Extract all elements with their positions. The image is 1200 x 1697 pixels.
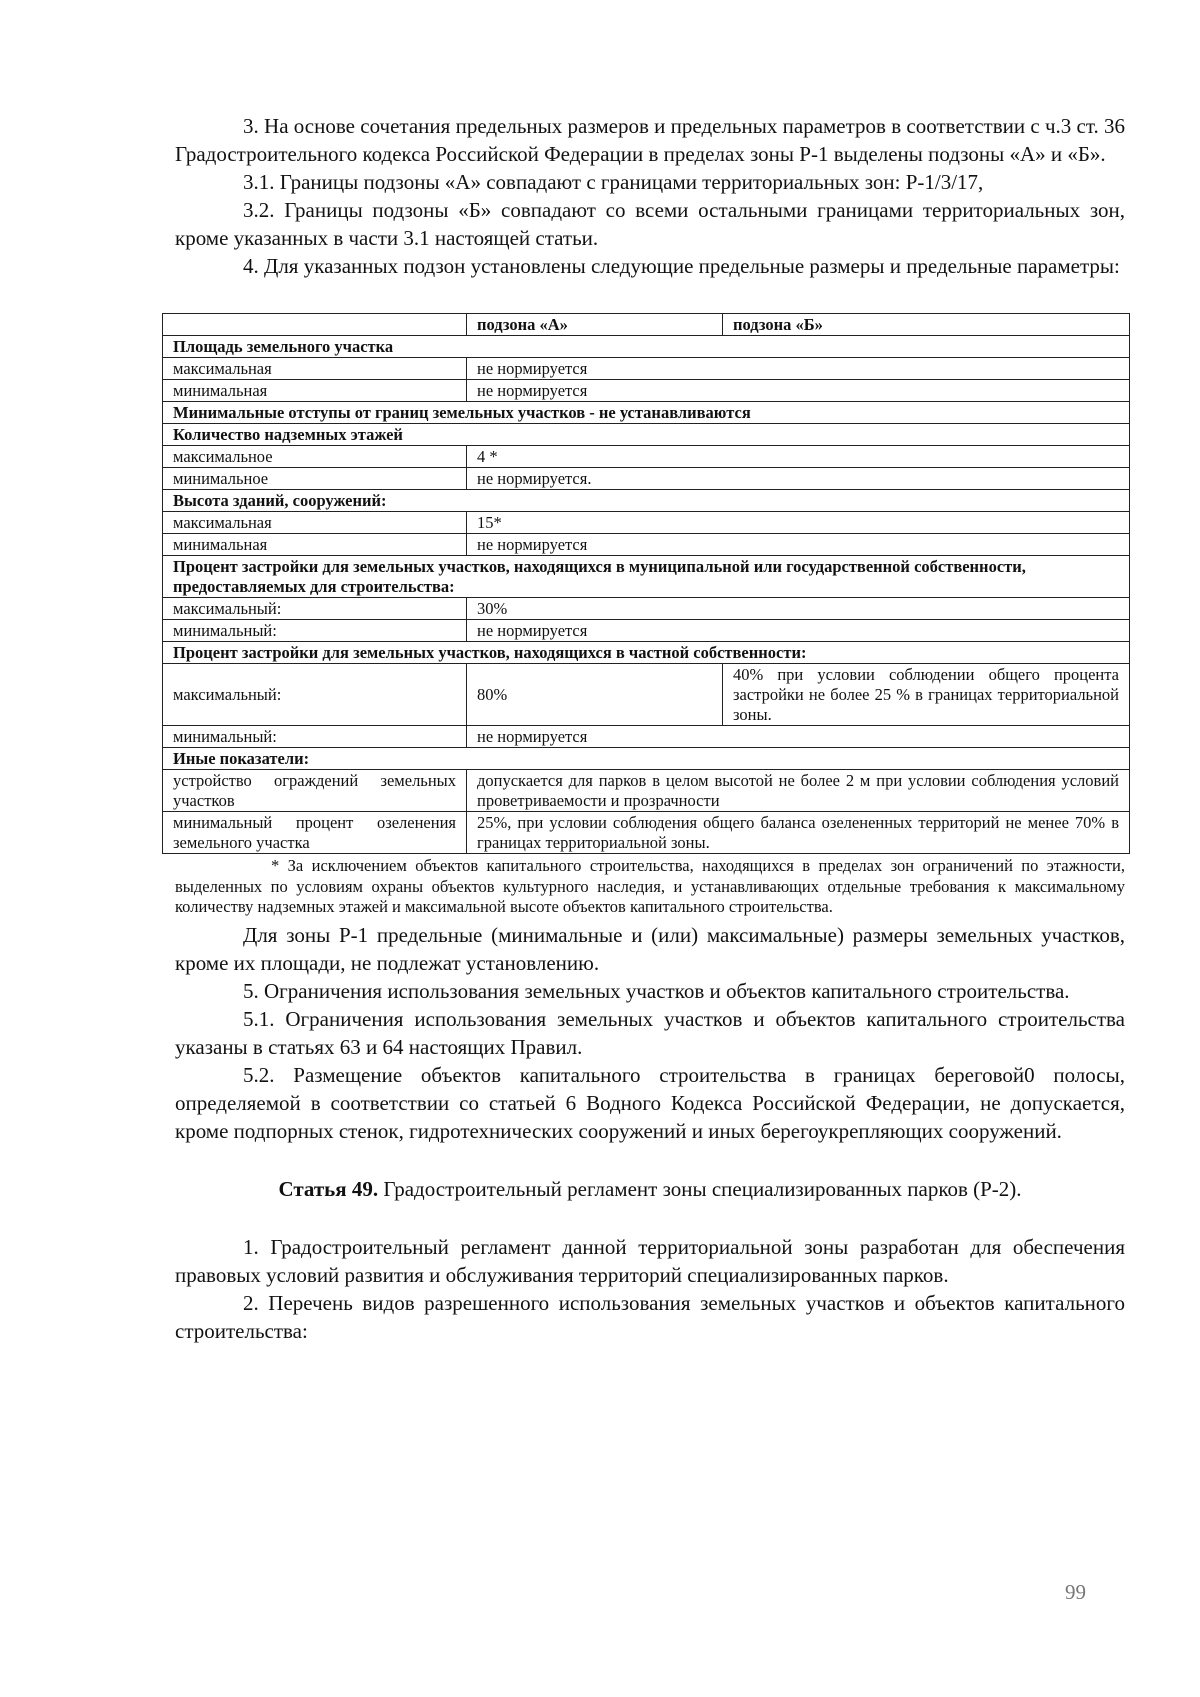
table-row (163, 726, 1130, 748)
article-label: Статья 49. (278, 1176, 379, 1201)
row-value: 4 * (467, 446, 1130, 468)
section-title-setback: Минимальные отступы от границ земельных участков - не устанавливаются (163, 402, 1130, 424)
page-number: 99 (1065, 1580, 1086, 1604)
table-row (163, 512, 1130, 534)
article-heading (175, 1175, 1125, 1203)
row-label: минимальная (163, 534, 467, 556)
table-header-cell (163, 314, 467, 336)
row-label: максимальная (163, 512, 467, 534)
table-row (163, 424, 1130, 446)
row-label: максимальный: (163, 598, 467, 620)
table-row (163, 642, 1130, 664)
row-label: минимальный: (163, 726, 467, 748)
row-value: не нормируется (467, 358, 1130, 380)
table-header-subzone-a: подзона «А» (467, 314, 723, 336)
row-label: устройство ограждений земельных участков (163, 770, 467, 812)
table-row (163, 534, 1130, 556)
row-label: минимальная (163, 380, 467, 402)
table-footnote: * За исключением объектов капитального строительства, находящихся в пределах зон ограничений по этажности, выделенных по условиям охраны объектов культурного наследия, и устанавливающих отдельные требования к максимальному количеству надземных этажей и максимальной высоте объектов капитального строительства. (175, 856, 1125, 916)
row-label: минимальный: (163, 620, 467, 642)
paragraph-5-1: 5.1. Ограничения использования земельных участков и объектов капитального строительства указаны в статьях 63 и 64 настоящих Правил. (175, 1006, 1125, 1059)
section-title-floors: Количество надземных этажей (163, 424, 1130, 446)
table-row (163, 556, 1130, 598)
table-row (163, 336, 1130, 358)
table-row (163, 380, 1130, 402)
table-row (163, 402, 1130, 424)
parameters-table (162, 313, 1130, 854)
row-value: допускается для парков в целом высотой не более 2 м при условии соблюдения условий проветриваемости и прозрачности (467, 770, 1130, 812)
table-row (163, 748, 1130, 770)
document-page (175, 112, 1125, 1345)
row-value: не нормируется (467, 726, 1130, 748)
section-title-height: Высота зданий, сооружений: (163, 490, 1130, 512)
table-row (163, 620, 1130, 642)
paragraph-r1-sizes: Для зоны Р-1 предельные (минимальные и (или) максимальные) размеры земельных участков, кроме их площади, не подлежат установлению. (175, 922, 1125, 975)
section-title-area: Площадь земельного участка (163, 336, 1130, 358)
table-row (163, 446, 1130, 468)
row-label: минимальный процент озеленения земельного участка (163, 812, 467, 854)
section-title-other: Иные показатели: (163, 748, 1130, 770)
table-row (163, 468, 1130, 490)
row-value: 15* (467, 512, 1130, 534)
table-header-row (163, 314, 1130, 336)
paragraph-5-2: 5.2. Размещение объектов капитального строительства в границах береговой0 полосы, определяемой в соответствии со статьей 6 Водного Кодекса Российской Федерации, не допускается, кроме подпорных стенок, гидротехнических сооружений и иных берегоукрепляющих сооружений. (175, 1062, 1125, 1143)
row-value: 25%, при условии соблюдения общего баланса озелененных территорий не менее 70% в границах территориальной зоны. (467, 812, 1130, 854)
table-row (163, 812, 1130, 854)
paragraph-3-1: 3.1. Границы подзоны «А» совпадают с границами территориальных зон: Р-1/3/17, (243, 170, 984, 194)
table-row (163, 490, 1130, 512)
row-label: минимальное (163, 468, 467, 490)
table-header-subzone-b: подзона «Б» (723, 314, 1130, 336)
row-value-subzone-a: 80% (467, 664, 723, 726)
paragraph-art49-2: 2. Перечень видов разрешенного использования земельных участков и объектов капитального строительства: (175, 1290, 1125, 1343)
section-title-pct-public: Процент застройки для земельных участков, находящихся в муниципальной или государственной собственности, предоставляемых для строительства: (163, 556, 1130, 598)
article-title: Градостроительный регламент зоны специализированных парков (Р-2). (378, 1176, 1022, 1201)
section-title-pct-private: Процент застройки для земельных участков, находящихся в частной собственности: (163, 642, 1130, 664)
row-label: максимальный: (163, 664, 467, 726)
row-value: 30% (467, 598, 1130, 620)
row-label: максимальная (163, 358, 467, 380)
table-row (163, 770, 1130, 812)
paragraph-art49-1: 1. Градостроительный регламент данной территориальной зоны разработан для обеспечения правовых условий развития и обслуживания территорий специализированных парков. (175, 1234, 1125, 1287)
paragraph-3-2: 3.2. Границы подзоны «Б» совпадают со всеми остальными границами территориальных зон, кроме указанных в части 3.1 настоящей статьи. (175, 198, 1125, 250)
row-value: не нормируется (467, 620, 1130, 642)
row-value-subzone-b: 40% при условии соблюдении общего процента застройки не более 25 % в границах территориальной зоны. (723, 664, 1130, 726)
paragraph-4: 4. Для указанных подзон установлены следующие предельные размеры и предельные параметры: (243, 254, 1120, 278)
row-value: не нормируется. (467, 468, 1130, 490)
table-row (163, 664, 1130, 726)
row-value: не нормируется (467, 534, 1130, 556)
table-row (163, 358, 1130, 380)
row-value: не нормируется (467, 380, 1130, 402)
paragraph-3: 3. На основе сочетания предельных размеров и предельных параметров в соответствии с ч.3 ст. 36 Градостроительного кодекса Российской Федерации в пределах зоны Р-1 выделены подзоны «А» и «Б». (175, 114, 1125, 166)
paragraph-5: 5. Ограничения использования земельных участков и объектов капитального строительства. (243, 978, 1070, 1003)
row-label: максимальное (163, 446, 467, 468)
table-row (163, 598, 1130, 620)
